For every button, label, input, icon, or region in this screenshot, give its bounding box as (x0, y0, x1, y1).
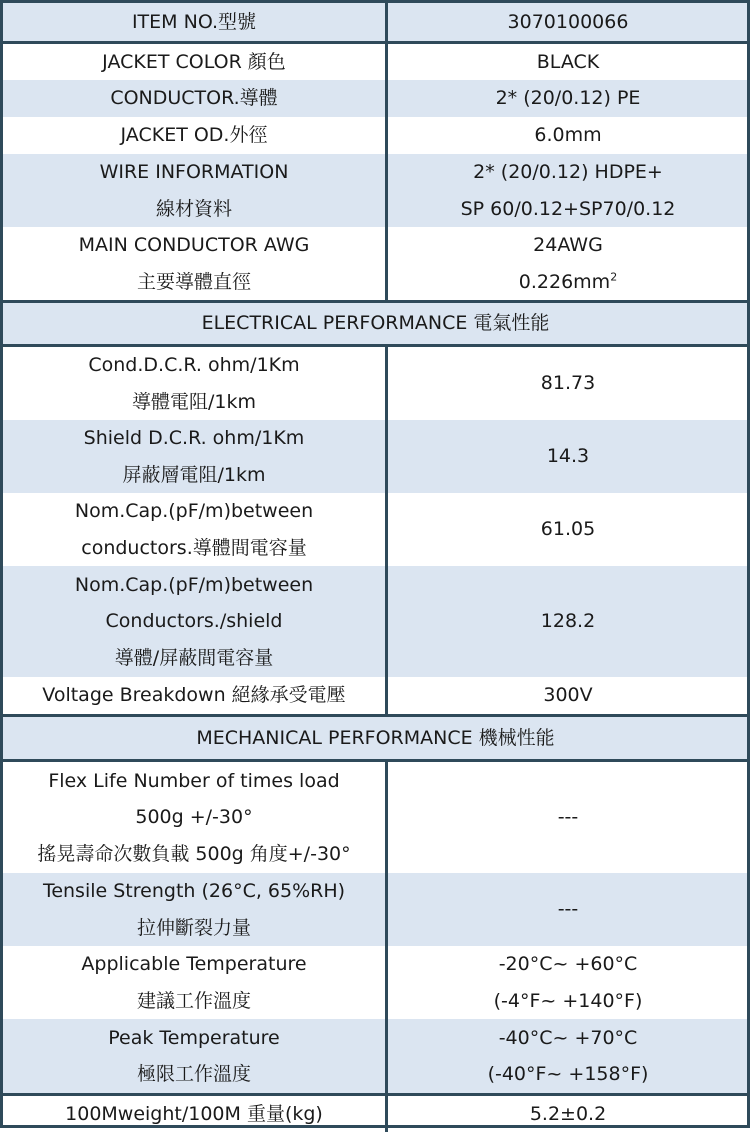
value-jacket-od: 6.0mm (534, 124, 602, 147)
superscript: 2 (610, 270, 618, 284)
section-electrical (3, 303, 748, 347)
value-flex-life: --- (557, 806, 579, 829)
value-tensile: --- (557, 898, 579, 921)
row-weight (3, 1096, 748, 1132)
label-flex-life: Flex Life Number of times load 500g +/-30° 搖晃壽命次數負載 500g 角度+/-30° (3, 762, 388, 873)
row-shield-dcr (3, 420, 748, 493)
row-tensile (3, 873, 748, 946)
row-main-awg (3, 227, 748, 303)
value-peak-temp: -40°C~ +70°C (-40°F~ +158°F) (487, 1026, 649, 1085)
value-jacket-color: BLACK (536, 50, 600, 73)
label-peak-temp: Peak Temperature 極限工作溫度 (3, 1019, 388, 1093)
value-cond-dcr: 81.73 (540, 372, 596, 395)
spec-table (3, 3, 748, 1132)
label-cap-conductors: Nom.Cap.(pF/m)between conductors.導體間電容量 (3, 493, 388, 566)
label-conductor: CONDUCTOR.導體 (3, 80, 388, 117)
value-weight: 5.2±0.2 (529, 1102, 607, 1125)
row-jacket-od (3, 117, 748, 154)
label-applicable-temp: Applicable Temperature 建議工作溫度 (3, 946, 388, 1019)
value-item-no: 3070100066 (507, 10, 629, 33)
section-title-mechanical: MECHANICAL PERFORMANCE 機械性能 (196, 726, 555, 749)
value-cap-shield: 128.2 (540, 610, 596, 633)
value-shield-dcr: 14.3 (546, 445, 590, 468)
label-voltage-breakdown: Voltage Breakdown 絕緣承受電壓 (3, 677, 388, 714)
label-main-awg: MAIN CONDUCTOR AWG 主要導體直徑 (3, 227, 388, 300)
row-flex-life (3, 762, 748, 873)
section-mechanical (3, 717, 748, 762)
row-voltage-breakdown (3, 677, 748, 717)
value-voltage-breakdown: 300V (543, 684, 593, 707)
value-applicable-temp: -20°C~ +60°C (-4°F~ +140°F) (493, 953, 643, 1012)
row-conductor (3, 80, 748, 117)
label-wire-info: WIRE INFORMATION 線材資料 (3, 154, 388, 227)
label-tensile: Tensile Strength (26°C, 65%RH) 拉伸斷裂力量 (3, 873, 388, 946)
value-cap-conductors: 61.05 (540, 518, 596, 541)
value-main-awg: 24AWG $0.226mm^2$ (518, 234, 618, 293)
label-item-no: ITEM NO.型號 (3, 3, 388, 41)
row-wire-info (3, 154, 748, 227)
row-applicable-temp (3, 946, 748, 1019)
label-jacket-od: JACKET OD.外徑 (3, 117, 388, 154)
row-jacket-color (3, 44, 748, 80)
row-cap-conductors (3, 493, 748, 566)
row-cond-dcr (3, 347, 748, 420)
value-conductor: 2* (20/0.12) PE (495, 87, 641, 110)
row-peak-temp (3, 1019, 748, 1096)
label-cond-dcr: Cond.D.C.R. ohm/1Km 導體電阻/1km (3, 347, 388, 420)
section-title-electrical: ELECTRICAL PERFORMANCE 電氣性能 (201, 312, 550, 335)
label-cap-shield: Nom.Cap.(pF/m)between Conductors./shield 導體/屏蔽間電容量 (3, 566, 388, 677)
row-cap-shield (3, 566, 748, 677)
label-shield-dcr: Shield D.C.R. ohm/1Km 屏蔽層電阻/1km (3, 420, 388, 493)
label-jacket-color: JACKET COLOR 顏色 (3, 44, 388, 80)
label-weight: 100Mweight/100M 重量(kg) (3, 1096, 388, 1132)
value-wire-info: 2* (20/0.12) HDPE+ SP 60/0.12+SP70/0.12 (460, 161, 676, 220)
row-item-no (3, 3, 748, 44)
